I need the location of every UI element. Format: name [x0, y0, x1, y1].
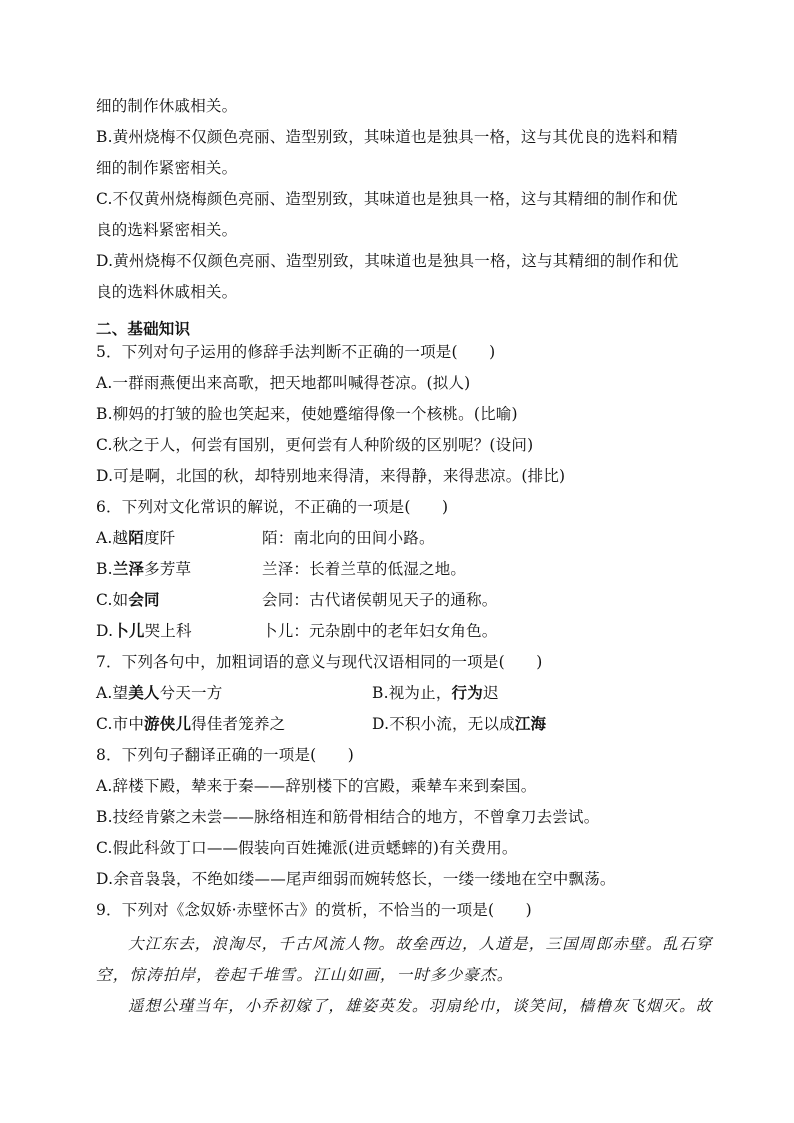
q6-b-explanation: 兰泽：长着兰草的低湿之地。 — [262, 560, 467, 578]
q6-option-c — [96, 590, 498, 610]
q6-a-bold: 陌 — [128, 528, 144, 547]
q8-option-a: A.辞楼下殿，辇来于秦——辞别楼下的宫殿，乘辇车来到秦国。 — [96, 777, 537, 795]
q7-stem: 7．下列各句中，加粗词语的意义与现代汉语相同的一项是( ) — [96, 653, 543, 671]
q7-d-pre: D.不积小流，无以成 — [372, 715, 515, 733]
q7-a-pre: A.望 — [96, 684, 129, 702]
q7-option-a — [96, 684, 222, 702]
q6-b-post: 多芳草 — [144, 560, 192, 578]
q8-stem: 8．下列句子翻译正确的一项是( ) — [96, 746, 355, 764]
q6-d-post: 哭上科 — [144, 622, 192, 640]
q5-stem: 5．下列对句子运用的修辞手法判断不正确的一项是( ) — [96, 343, 496, 361]
q6-b-pre: B. — [96, 560, 113, 578]
q6-stem: 6．下列对文化常识的解说，不正确的一项是( ) — [96, 498, 449, 516]
q7-c-bold: 游侠儿 — [144, 714, 192, 733]
q6-c-bold: 会同 — [128, 590, 160, 609]
q7-b-post: 迟 — [482, 684, 499, 702]
section-heading: 二、基础知识 — [96, 319, 191, 338]
q8-option-d: D.余音袅袅，不绝如缕——尾声细弱而婉转悠长，一缕一缕地在空中飘荡。 — [96, 870, 616, 888]
q7-row2 — [96, 714, 547, 734]
q7-c-pre: C.市中 — [96, 715, 145, 733]
q5-option-d: D.可是啊，北国的秋，却特别地来得清，来得静，来得悲凉。(排比) — [96, 467, 566, 485]
option-b-line1: B.黄州烧梅不仅颜色亮丽、造型别致，其味道也是独具一格，这与其优良的选料和精 — [96, 128, 678, 146]
option-c-line1: C.不仅黄州烧梅颜色亮丽、造型别致，其味道也是独具一格，这与其精细的制作和优 — [96, 190, 678, 208]
q7-c-post: 得佳者笼养之 — [191, 715, 286, 733]
poem-line3: 遥想公瑾当年，小乔初嫁了，雄姿英发。羽扇纶巾，谈笑间，樯橹灰飞烟灭。故 — [128, 997, 713, 1015]
q5-option-a: A.一群雨燕便出来高歌，把天地都叫喊得苍凉。(拟人) — [96, 374, 471, 392]
q7-a-bold: 美人 — [128, 683, 160, 702]
poem-line2: 空，惊涛拍岸，卷起千堆雪。江山如画，一时多少豪杰。 — [96, 966, 514, 984]
q7-b-pre: B.视为止， — [372, 684, 452, 702]
q7-row1 — [96, 683, 499, 703]
q6-c-pre: C.如 — [96, 591, 129, 609]
q7-a-post: 兮天一方 — [159, 684, 223, 702]
option-d-line1: D.黄州烧梅不仅颜色亮丽、造型别致，其味道也是独具一格，这与其精细的制作和优 — [96, 252, 679, 270]
q9-stem: 9．下列对《念奴娇·赤壁怀古》的赏析，不恰当的一项是( ) — [96, 901, 532, 919]
q6-option-a — [96, 528, 435, 548]
q8-option-c: C.假此科敛丁口——假装向百姓摊派(进贡蟋蟀的)有关费用。 — [96, 839, 518, 857]
q7-option-d — [372, 714, 546, 734]
q5-option-b: B.柳妈的打皱的脸也笑起来，使她蹙缩得像一个核桃。(比喻) — [96, 405, 518, 423]
q6-option-d — [96, 621, 498, 641]
q6-b-bold: 兰泽 — [112, 559, 145, 578]
option-d-line2: 良的选料休戚相关。 — [96, 283, 238, 301]
q6-a-pre: A.越 — [96, 529, 129, 547]
q6-d-explanation: 卜儿：元杂剧中的老年妇女角色。 — [262, 622, 498, 640]
option-c-line2: 良的选料紧密相关。 — [96, 221, 238, 239]
q6-a-post: 度阡 — [143, 529, 176, 547]
q7-option-c — [96, 715, 285, 733]
q6-d-bold: 卜儿 — [113, 621, 145, 640]
q6-c-explanation: 会同：古代诸侯朝见天子的通称。 — [262, 591, 498, 609]
option-b-line2: 细的制作紧密相关。 — [96, 159, 238, 177]
q7-d-bold: 江海 — [514, 714, 547, 733]
poem-line1: 大江东去，浪淘尽，千古风流人物。故垒西边，人道是，三国周郎赤壁。乱石穿 — [128, 935, 713, 953]
q6-a-explanation: 陌：南北向的田间小路。 — [262, 529, 435, 547]
option-a-continuation: 细的制作休戚相关。 — [96, 97, 238, 115]
q6-option-b — [96, 559, 467, 579]
q7-option-b — [372, 683, 499, 703]
q8-option-b: B.技经肯綮之未尝——脉络相连和筋骨相结合的地方，不曾拿刀去尝试。 — [96, 808, 600, 826]
q7-b-bold: 行为 — [451, 683, 483, 702]
q5-option-c: C.秋之于人，何尝有国别，更何尝有人种阶级的区别呢？(设问) — [96, 436, 534, 454]
q6-d-pre: D. — [96, 622, 114, 640]
